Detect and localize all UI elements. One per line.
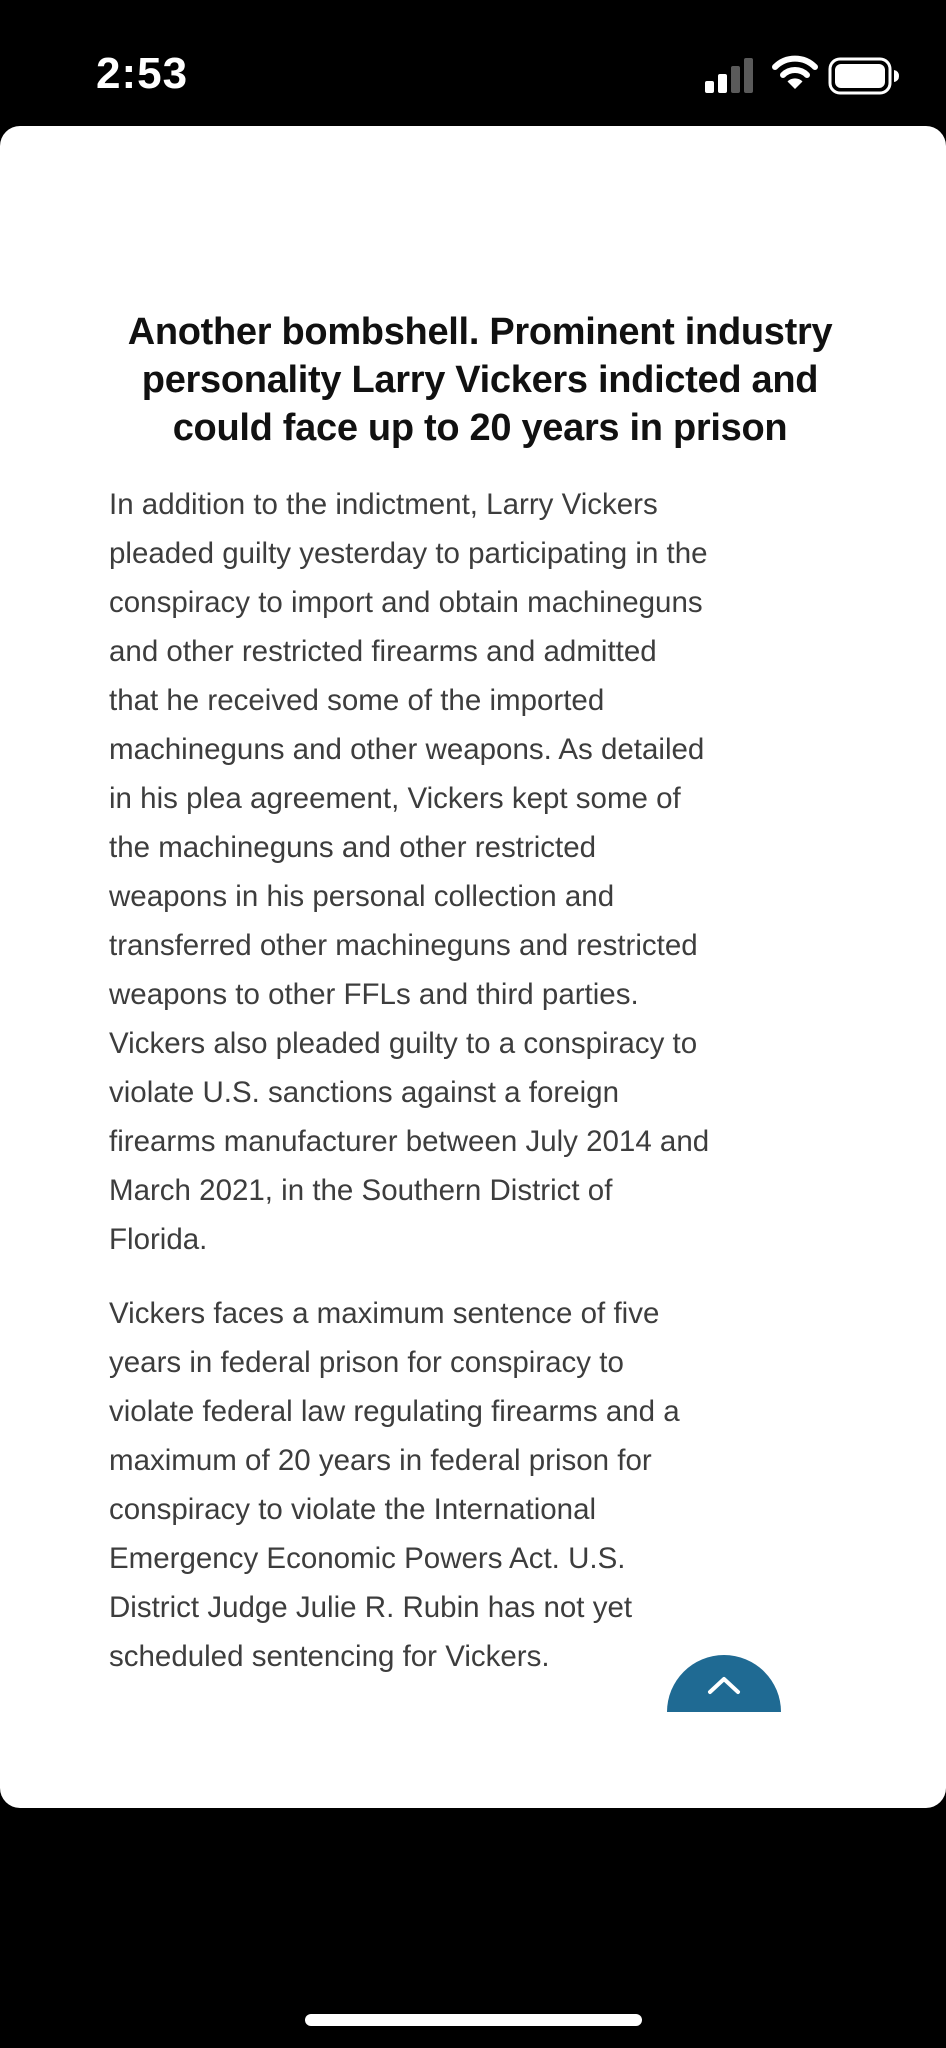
scroll-to-top-background — [667, 1655, 781, 1712]
home-indicator[interactable] — [305, 2014, 642, 2026]
scroll-to-top-button[interactable] — [667, 1654, 781, 1712]
status-bar — [0, 0, 946, 126]
article-paragraph-1: In addition to the indictment, Larry Vickers pleaded guilty yesterday to participating in the conspiracy to import and obtain machineguns and other restricted firearms and admitted that he received some of the imported machineguns and other weapons. As detailed in his plea agreement, Vickers kept some of the machineguns and other restricted weapons in his personal collection and transferred other machineguns and restricted weapons to other FFLs and third parties. Vickers also pleaded guilty to a conspiracy to violate U.S. sanctions against a foreign firearms manufacturer between July 2014 and March 2021, in the Southern District of Florida. — [109, 488, 710, 1256]
wifi-icon — [772, 54, 818, 92]
article-headline: Another bombshell. Prominent industry personality Larry Vickers indicted and could face up to 20 years in prison — [127, 311, 833, 449]
article-paragraph-2: Vickers faces a maximum sentence of five years in federal prison for conspiracy to violate federal law regulating firearms and a maximum of 20 years in federal prison for conspiracy to violate the International Emergency Economic Powers Act. U.S. District Judge Julie R. Rubin has not yet scheduled sentencing for Vickers. — [109, 1297, 680, 1673]
status-time: 2:53 — [96, 49, 189, 98]
signal-icon — [703, 57, 755, 95]
article-card — [0, 126, 946, 1808]
battery-icon — [828, 56, 900, 96]
